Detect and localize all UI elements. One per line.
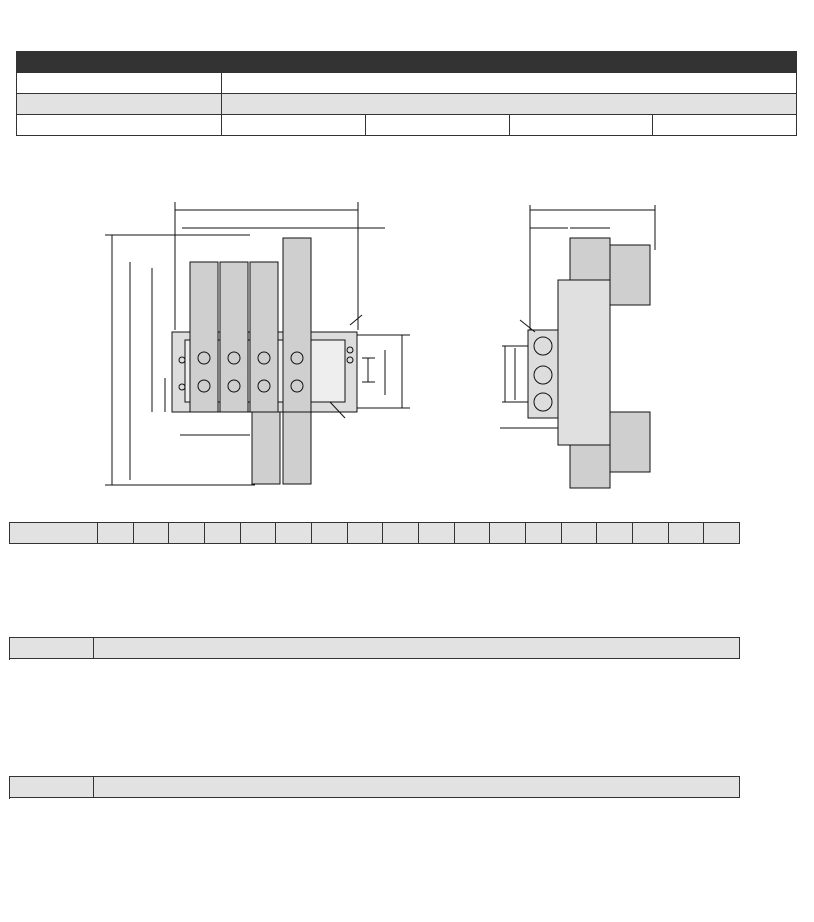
temp-label — [17, 94, 222, 115]
series-400 — [653, 115, 797, 136]
dims-header-cell — [311, 523, 347, 544]
a-title — [94, 638, 740, 659]
dims-header-cell — [10, 523, 98, 544]
ka-dimension-table — [9, 776, 740, 798]
series-200 — [365, 115, 509, 136]
dims-header-cell — [454, 523, 490, 544]
a-dimension-table — [9, 637, 740, 659]
spec-header-row — [17, 52, 797, 73]
dims-header-cell — [347, 523, 383, 544]
dims-header-cell — [597, 523, 633, 544]
series-100 — [222, 115, 366, 136]
ka-title — [94, 777, 740, 798]
dims-header-cell — [276, 523, 312, 544]
dims-header-cell — [490, 523, 526, 544]
fluid-label — [17, 73, 222, 94]
dimension-table — [9, 522, 740, 544]
spec-header-300m — [509, 52, 653, 73]
dims-header-cell — [525, 523, 561, 544]
spec-header-100m — [222, 52, 366, 73]
dims-header-cell — [632, 523, 668, 544]
series-label — [17, 115, 222, 136]
dims-header-cell — [169, 523, 205, 544]
temp-value — [222, 94, 797, 115]
spec-table — [16, 51, 797, 136]
ka-title-row — [10, 777, 740, 798]
dims-header-cell — [418, 523, 454, 544]
a-title-row — [10, 638, 740, 659]
spec-header-200m — [365, 52, 509, 73]
series-300 — [509, 115, 653, 136]
spec-header-item — [17, 52, 222, 73]
dims-header-cell — [561, 523, 597, 544]
dims-header-cell — [240, 523, 276, 544]
a-model-label — [10, 638, 94, 659]
dims-header-cell — [133, 523, 169, 544]
ka-model-label — [10, 777, 94, 798]
spec-fluid-row — [17, 73, 797, 94]
fluid-value — [222, 73, 797, 94]
spec-temp-row — [17, 94, 797, 115]
spec-header-400m — [653, 52, 797, 73]
manifold-drawing — [0, 150, 814, 510]
dims-header-cell — [204, 523, 240, 544]
dims-header-cell — [98, 523, 134, 544]
spec-series-row — [17, 115, 797, 136]
dims-header-cell — [383, 523, 419, 544]
dims-header-row — [10, 523, 740, 544]
dims-header-cell — [704, 523, 740, 544]
dims-header-cell — [668, 523, 704, 544]
